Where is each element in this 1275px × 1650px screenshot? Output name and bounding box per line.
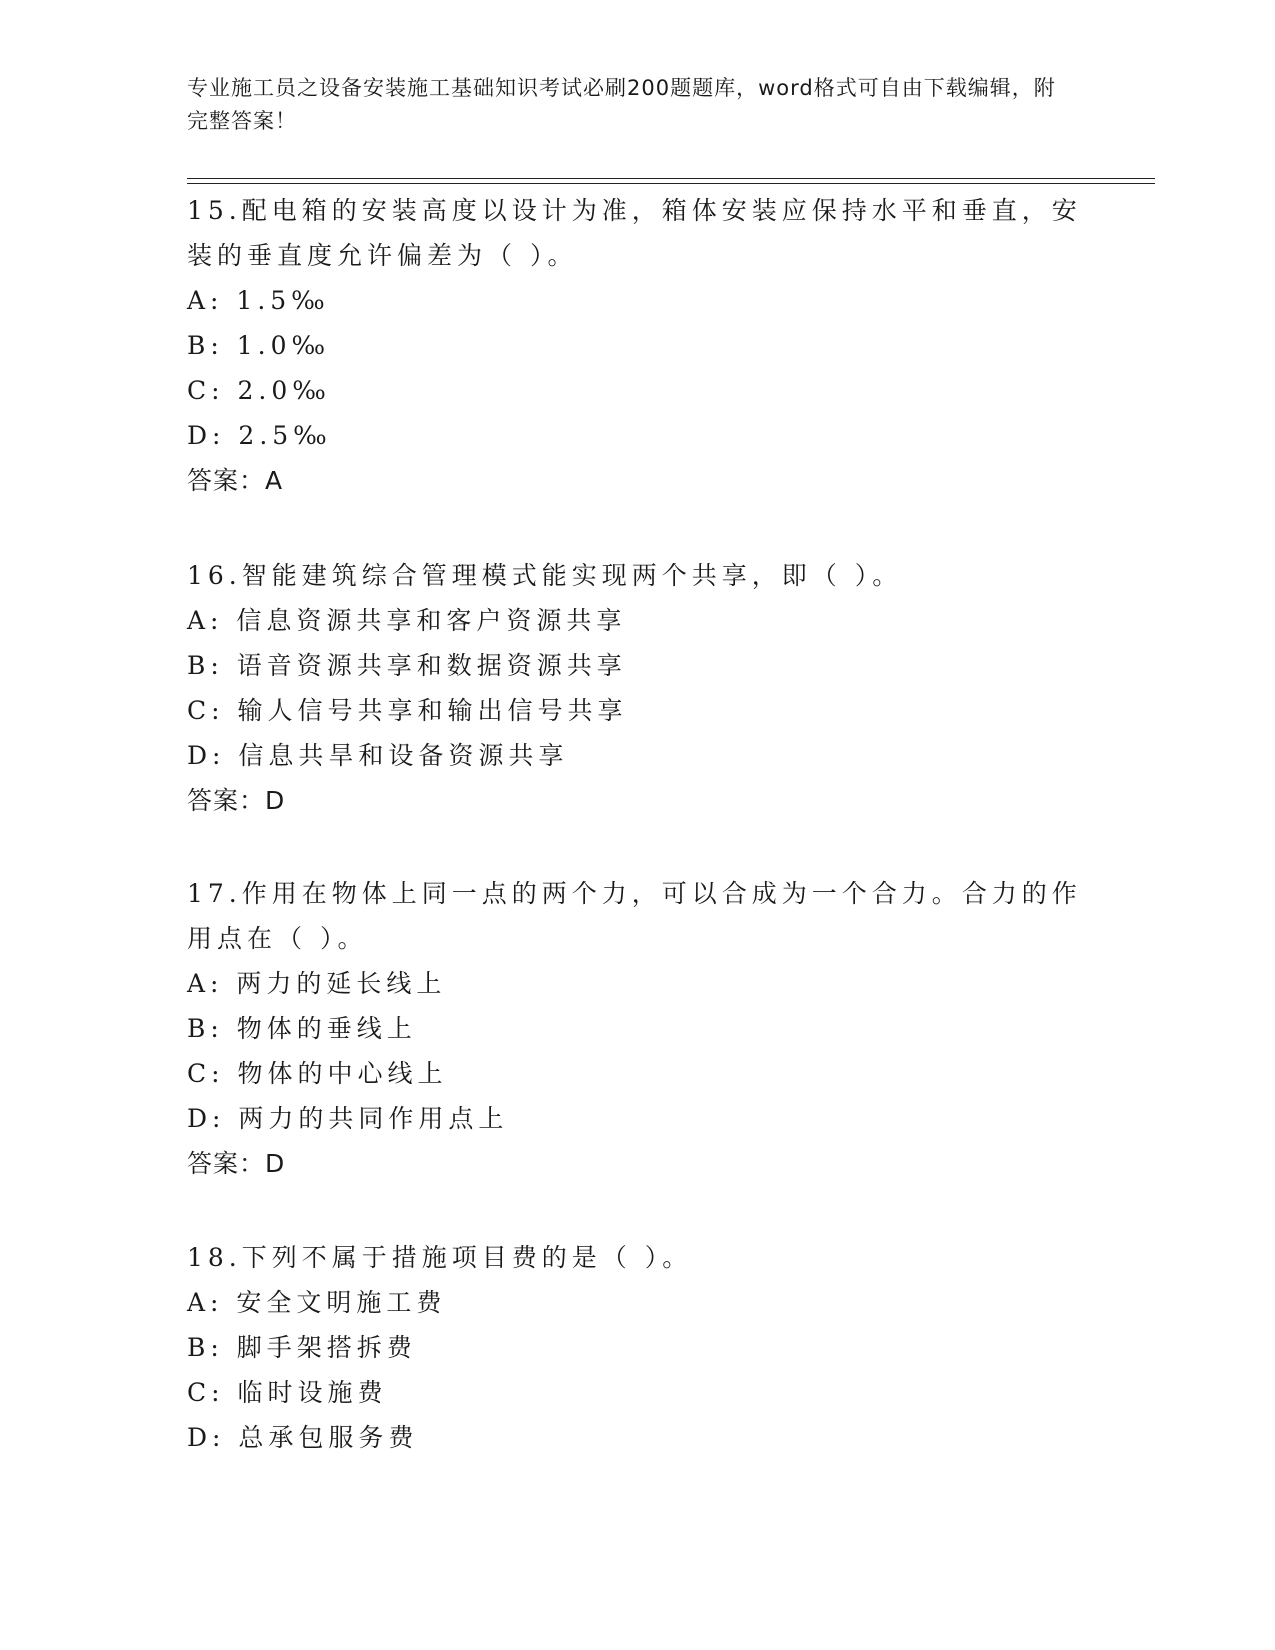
- question-18: [187, 1235, 1087, 1460]
- option-a: A: 1.5‰: [187, 286, 330, 315]
- option-b: B: 语音资源共享和数据资源共享: [187, 651, 627, 680]
- question-stem: 18.下列不属于措施项目费的是（ ）。: [187, 1243, 693, 1272]
- option-a: A: 两力的延长线上: [187, 969, 447, 998]
- option-d: D: 2.5‰: [187, 421, 332, 450]
- option-c: C: 临时设施费: [187, 1378, 388, 1407]
- option-a: A: 安全文明施工费: [187, 1288, 447, 1317]
- option-d: D: 两力的共同作用点上: [187, 1104, 509, 1133]
- answer: 答案：D: [187, 1149, 286, 1178]
- question-stem: 15.配电箱的安装高度以设计为准，箱体安装应保持水平和垂直，安装的垂直度允许偏差为（ ）。: [187, 196, 1082, 270]
- option-c: C: 输人信号共享和输出信号共享: [187, 696, 628, 725]
- option-c: C: 物体的中心线上: [187, 1059, 448, 1088]
- header-divider-bottom: [187, 183, 1155, 184]
- option-c: C: 2.0‰: [187, 376, 331, 405]
- question-stem: 16.智能建筑综合管理模式能实现两个共享，即（ ）。: [187, 561, 903, 590]
- question-15: [187, 188, 1087, 503]
- option-d: D: 信息共旱和设备资源共享: [187, 741, 569, 770]
- document-header: 专业施工员之设备安装施工基础知识考试必刷200题题库，word格式可自由下载编辑，附完整答案！: [187, 76, 1056, 133]
- option-a: A: 信息资源共享和客户资源共享: [187, 606, 627, 635]
- option-b: B: 1.0‰: [187, 331, 331, 360]
- answer: 答案：A: [187, 466, 284, 495]
- option-d: D: 总承包服务费: [187, 1423, 419, 1452]
- question-17: [187, 871, 1087, 1186]
- option-b: B: 物体的垂线上: [187, 1014, 417, 1043]
- question-16: [187, 553, 1087, 823]
- header-divider-top: [187, 178, 1155, 179]
- question-stem: 17.作用在物体上同一点的两个力，可以合成为一个合力。合力的作用点在（ ）。: [187, 879, 1082, 953]
- option-b: B: 脚手架搭拆费: [187, 1333, 417, 1362]
- answer: 答案：D: [187, 786, 286, 815]
